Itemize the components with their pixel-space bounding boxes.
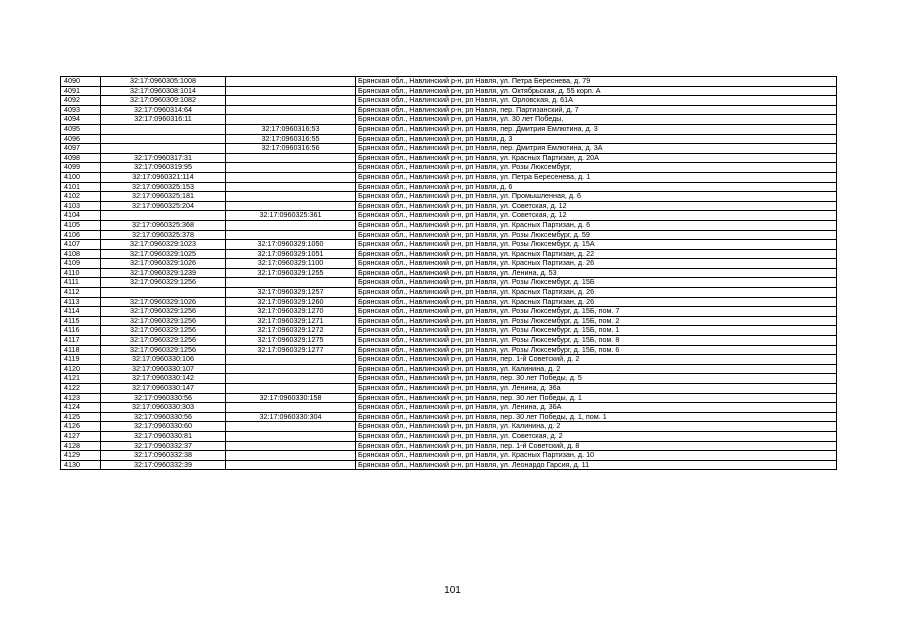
row-number-cell: 4118 bbox=[61, 345, 101, 355]
linked-cadastral-number-cell bbox=[226, 230, 356, 240]
linked-cadastral-number-cell: 32:17:0960316:55 bbox=[226, 134, 356, 144]
row-number-cell: 4100 bbox=[61, 172, 101, 182]
linked-cadastral-number-cell: 32:17:0960329:1051 bbox=[226, 249, 356, 259]
cadastral-number-cell: 32:17:0960329:1256 bbox=[101, 316, 226, 326]
row-number-cell: 4106 bbox=[61, 230, 101, 240]
table-row bbox=[61, 153, 837, 163]
linked-cadastral-number-cell bbox=[226, 96, 356, 106]
row-number-cell: 4099 bbox=[61, 163, 101, 173]
address-cell: Брянская обл., Навлинский р-н, рп Навля, ул. Советская, д. 2 bbox=[356, 431, 837, 441]
address-cell: Брянская обл., Навлинский р-н, рп Навля, ул. Красных Партизан, д. 26 bbox=[356, 297, 837, 307]
linked-cadastral-number-cell bbox=[226, 431, 356, 441]
row-number-cell: 4119 bbox=[61, 355, 101, 365]
table-row bbox=[61, 288, 837, 298]
cadastral-number-cell: 32:17:0960329:1025 bbox=[101, 249, 226, 259]
cadastral-number-cell: 32:17:0960325:153 bbox=[101, 182, 226, 192]
table-row bbox=[61, 393, 837, 403]
row-number-cell: 4116 bbox=[61, 326, 101, 336]
linked-cadastral-number-cell bbox=[226, 182, 356, 192]
linked-cadastral-number-cell bbox=[226, 172, 356, 182]
table-row bbox=[61, 422, 837, 432]
cadastral-number-cell: 32:17:0960329:1256 bbox=[101, 278, 226, 288]
linked-cadastral-number-cell bbox=[226, 201, 356, 211]
row-number-cell: 4111 bbox=[61, 278, 101, 288]
row-number-cell: 4101 bbox=[61, 182, 101, 192]
row-number-cell: 4128 bbox=[61, 441, 101, 451]
cadastral-number-cell: 32:17:0960329:1026 bbox=[101, 297, 226, 307]
row-number-cell: 4124 bbox=[61, 403, 101, 413]
address-cell: Брянская обл., Навлинский р-н, рп Навля, ул. Петра Бересенева, д. 1 bbox=[356, 172, 837, 182]
row-number-cell: 4123 bbox=[61, 393, 101, 403]
row-number-cell: 4109 bbox=[61, 259, 101, 269]
row-number-cell: 4091 bbox=[61, 86, 101, 96]
table-row bbox=[61, 105, 837, 115]
row-number-cell: 4107 bbox=[61, 240, 101, 250]
address-cell: Брянская обл., Навлинский р-н, рп Навля, ул. Леонардо Гарсия, д. 11 bbox=[356, 460, 837, 470]
address-cell: Брянская обл., Навлинский р-н, рп Навля, ул. Розы Люксембург, д. 15Б, пом. 6 bbox=[356, 345, 837, 355]
address-cell: Брянская обл., Навлинский р-н, рп Навля, пер. Дмитрия Емлютина, д. 3А bbox=[356, 144, 837, 154]
table-row bbox=[61, 316, 837, 326]
table-row bbox=[61, 144, 837, 154]
address-cell: Брянская обл., Навлинский р-н, рп Навля, пер. 30 лет Победы, д. 1 bbox=[356, 393, 837, 403]
cadastral-number-cell: 32:17:0960330:56 bbox=[101, 412, 226, 422]
address-cell: Брянская обл., Навлинский р-н, рп Навля, ул. Ленина, д. 53 bbox=[356, 268, 837, 278]
table-row bbox=[61, 230, 837, 240]
linked-cadastral-number-cell bbox=[226, 460, 356, 470]
address-cell: Брянская обл., Навлинский р-н, рп Навля, пер. 30 лет Победы, д. 5 bbox=[356, 374, 837, 384]
address-cell: Брянская обл., Навлинский р-н, рп Навля, пер. 1-й Советский, д. 8 bbox=[356, 441, 837, 451]
row-number-cell: 4129 bbox=[61, 451, 101, 461]
row-number-cell: 4127 bbox=[61, 431, 101, 441]
table-row bbox=[61, 211, 837, 221]
table-row bbox=[61, 192, 837, 202]
linked-cadastral-number-cell bbox=[226, 403, 356, 413]
linked-cadastral-number-cell: 32:17:0960329:1277 bbox=[226, 345, 356, 355]
linked-cadastral-number-cell bbox=[226, 115, 356, 125]
cadastral-number-cell bbox=[101, 144, 226, 154]
cadastral-table bbox=[60, 76, 837, 470]
address-cell: Брянская обл., Навлинский р-н, рп Навля, ул. Советская, д. 12 bbox=[356, 211, 837, 221]
cadastral-number-cell: 32:17:0960330:56 bbox=[101, 393, 226, 403]
linked-cadastral-number-cell bbox=[226, 192, 356, 202]
row-number-cell: 4120 bbox=[61, 364, 101, 374]
table-body bbox=[61, 77, 837, 470]
cadastral-number-cell: 32:17:0960305:1008 bbox=[101, 77, 226, 87]
cadastral-number-cell: 32:17:0960329:1256 bbox=[101, 345, 226, 355]
cadastral-number-cell: 32:17:0960319:95 bbox=[101, 163, 226, 173]
linked-cadastral-number-cell: 32:17:0960316:53 bbox=[226, 124, 356, 134]
cadastral-number-cell: 32:17:0960330:107 bbox=[101, 364, 226, 374]
cadastral-number-cell: 32:17:0960321:114 bbox=[101, 172, 226, 182]
address-cell: Брянская обл., Навлинский р-н, рп Навля, ул. Красных Партизан, д. 26 bbox=[356, 259, 837, 269]
address-cell: Брянская обл., Навлинский р-н, рп Навля, пер. 1-й Советский, д. 2 bbox=[356, 355, 837, 365]
linked-cadastral-number-cell: 32:17:0960325:361 bbox=[226, 211, 356, 221]
table-row bbox=[61, 240, 837, 250]
table-row bbox=[61, 431, 837, 441]
linked-cadastral-number-cell bbox=[226, 422, 356, 432]
cadastral-number-cell: 32:17:0960317:31 bbox=[101, 153, 226, 163]
cadastral-number-cell: 32:17:0960329:1026 bbox=[101, 259, 226, 269]
table-row bbox=[61, 307, 837, 317]
table-row bbox=[61, 355, 837, 365]
cadastral-number-cell: 32:17:0960329:1239 bbox=[101, 268, 226, 278]
row-number-cell: 4126 bbox=[61, 422, 101, 432]
linked-cadastral-number-cell bbox=[226, 278, 356, 288]
address-cell: Брянская обл., Навлинский р-н, рп Навля, пер. Дмитрия Емлютина, д. 3 bbox=[356, 124, 837, 134]
table-row bbox=[61, 201, 837, 211]
table-row bbox=[61, 220, 837, 230]
cadastral-number-cell: 32:17:0960332:37 bbox=[101, 441, 226, 451]
table-row bbox=[61, 115, 837, 125]
address-cell: Брянская обл., Навлинский р-н, рп Навля, ул. Розы Люксембург, д. 15Б bbox=[356, 278, 837, 288]
address-cell: Брянская обл., Навлинский р-н, рп Навля, ул. Калинина, д. 2 bbox=[356, 364, 837, 374]
cadastral-number-cell: 32:17:0960314:64 bbox=[101, 105, 226, 115]
row-number-cell: 4114 bbox=[61, 307, 101, 317]
cadastral-number-cell: 32:17:0960325:204 bbox=[101, 201, 226, 211]
table-row bbox=[61, 259, 837, 269]
address-cell: Брянская обл., Навлинский р-н, рп Навля, ул. Розы Люксембург, д. 15Б, пом. 1 bbox=[356, 326, 837, 336]
row-number-cell: 4115 bbox=[61, 316, 101, 326]
row-number-cell: 4122 bbox=[61, 384, 101, 394]
address-cell: Брянская обл., Навлинский р-н, рп Навля, ул. Ленина, д. 36А bbox=[356, 403, 837, 413]
linked-cadastral-number-cell bbox=[226, 364, 356, 374]
cadastral-number-cell: 32:17:0960330:303 bbox=[101, 403, 226, 413]
linked-cadastral-number-cell bbox=[226, 77, 356, 87]
cadastral-number-cell: 32:17:0960316:11 bbox=[101, 115, 226, 125]
row-number-cell: 4108 bbox=[61, 249, 101, 259]
row-number-cell: 4117 bbox=[61, 336, 101, 346]
linked-cadastral-number-cell: 32:17:0960329:1272 bbox=[226, 326, 356, 336]
row-number-cell: 4112 bbox=[61, 288, 101, 298]
cadastral-number-cell: 32:17:0960325:368 bbox=[101, 220, 226, 230]
row-number-cell: 4103 bbox=[61, 201, 101, 211]
table-row bbox=[61, 412, 837, 422]
linked-cadastral-number-cell: 32:17:0960330:158 bbox=[226, 393, 356, 403]
address-cell: Брянская обл., Навлинский р-н, рп Навля, пер. Партизанский, д. 7 bbox=[356, 105, 837, 115]
page-number: 101 bbox=[444, 585, 461, 596]
linked-cadastral-number-cell: 32:17:0960329:1257 bbox=[226, 288, 356, 298]
address-cell: Брянская обл., Навлинский р-н, рп Навля, пер. 30 лет Победы, д. 1, пом. 1 bbox=[356, 412, 837, 422]
address-cell: Брянская обл., Навлинский р-н, рп Навля, ул. Ленина, д. 36а bbox=[356, 384, 837, 394]
table-row bbox=[61, 124, 837, 134]
table-row bbox=[61, 96, 837, 106]
cadastral-number-cell: 32:17:0960329:1023 bbox=[101, 240, 226, 250]
address-cell: Брянская обл., Навлинский р-н, рп Навля, ул. Калинина, д. 2 bbox=[356, 422, 837, 432]
cadastral-number-cell: 32:17:0960330:142 bbox=[101, 374, 226, 384]
address-cell: Брянская обл., Навлинский р-н, рп Навля, ул. Розы Люксембург, д. 15Б, пом. 7 bbox=[356, 307, 837, 317]
address-cell: Брянская обл., Навлинский р-н, рп Навля, ул. Розы Люксембург, д. 15Б, пом. 2 bbox=[356, 316, 837, 326]
table-row bbox=[61, 86, 837, 96]
table-row bbox=[61, 374, 837, 384]
table-row bbox=[61, 460, 837, 470]
cadastral-number-cell bbox=[101, 124, 226, 134]
row-number-cell: 4095 bbox=[61, 124, 101, 134]
table-row bbox=[61, 278, 837, 288]
table-row bbox=[61, 172, 837, 182]
cadastral-number-cell: 32:17:0960332:38 bbox=[101, 451, 226, 461]
linked-cadastral-number-cell bbox=[226, 220, 356, 230]
cadastral-number-cell: 32:17:0960332:39 bbox=[101, 460, 226, 470]
address-cell: Брянская обл., Навлинский р-н, рп Навля, ул. Розы Люксембург, bbox=[356, 163, 837, 173]
row-number-cell: 4092 bbox=[61, 96, 101, 106]
linked-cadastral-number-cell bbox=[226, 441, 356, 451]
table-row bbox=[61, 134, 837, 144]
cadastral-number-cell: 32:17:0960329:1256 bbox=[101, 336, 226, 346]
row-number-cell: 4125 bbox=[61, 412, 101, 422]
cadastral-number-cell: 32:17:0960329:1256 bbox=[101, 326, 226, 336]
cadastral-number-cell bbox=[101, 288, 226, 298]
row-number-cell: 4093 bbox=[61, 105, 101, 115]
cadastral-number-cell: 32:17:0960330:106 bbox=[101, 355, 226, 365]
linked-cadastral-number-cell bbox=[226, 374, 356, 384]
row-number-cell: 4096 bbox=[61, 134, 101, 144]
table-row bbox=[61, 326, 837, 336]
row-number-cell: 4104 bbox=[61, 211, 101, 221]
cadastral-number-cell: 32:17:0960325:378 bbox=[101, 230, 226, 240]
row-number-cell: 4130 bbox=[61, 460, 101, 470]
row-number-cell: 4098 bbox=[61, 153, 101, 163]
cadastral-number-cell: 32:17:0960308:1014 bbox=[101, 86, 226, 96]
address-cell: Брянская обл., Навлинский р-н, рп Навля, д. 6 bbox=[356, 182, 837, 192]
table-row bbox=[61, 163, 837, 173]
linked-cadastral-number-cell: 32:17:0960316:56 bbox=[226, 144, 356, 154]
linked-cadastral-number-cell: 32:17:0960329:1100 bbox=[226, 259, 356, 269]
table-row bbox=[61, 268, 837, 278]
address-cell: Брянская обл., Навлинский р-н, рп Навля, ул. 30 лет Победы, bbox=[356, 115, 837, 125]
linked-cadastral-number-cell bbox=[226, 384, 356, 394]
cadastral-number-cell bbox=[101, 211, 226, 221]
table-row bbox=[61, 403, 837, 413]
address-cell: Брянская обл., Навлинский р-н, рп Навля, ул. Розы Люксембург, д. 15Б, пом. 8 bbox=[356, 336, 837, 346]
cadastral-number-cell: 32:17:0960329:1256 bbox=[101, 307, 226, 317]
address-cell: Брянская обл., Навлинский р-н, рп Навля, ул. Промышленная, д. 6 bbox=[356, 192, 837, 202]
linked-cadastral-number-cell bbox=[226, 355, 356, 365]
linked-cadastral-number-cell: 32:17:0960329:1275 bbox=[226, 336, 356, 346]
address-cell: Брянская обл., Навлинский р-н, рп Навля, ул. Розы Люксембург, д. 15А bbox=[356, 240, 837, 250]
table-row bbox=[61, 441, 837, 451]
table-row bbox=[61, 249, 837, 259]
table-row bbox=[61, 364, 837, 374]
table-row bbox=[61, 297, 837, 307]
address-cell: Брянская обл., Навлинский р-н, рп Навля, ул. Петра Береснева, д. 79 bbox=[356, 77, 837, 87]
row-number-cell: 4094 bbox=[61, 115, 101, 125]
row-number-cell: 4102 bbox=[61, 192, 101, 202]
cadastral-number-cell: 32:17:0960330:60 bbox=[101, 422, 226, 432]
row-number-cell: 4105 bbox=[61, 220, 101, 230]
table-row bbox=[61, 345, 837, 355]
table-row bbox=[61, 451, 837, 461]
linked-cadastral-number-cell: 32:17:0960329:1260 bbox=[226, 297, 356, 307]
table-row bbox=[61, 336, 837, 346]
table-row bbox=[61, 77, 837, 87]
cadastral-number-cell: 32:17:0960309:1082 bbox=[101, 96, 226, 106]
linked-cadastral-number-cell: 32:17:0960329:1050 bbox=[226, 240, 356, 250]
address-cell: Брянская обл., Навлинский р-н, рп Навля, ул. Красных Партизан, д. 10 bbox=[356, 451, 837, 461]
row-number-cell: 4113 bbox=[61, 297, 101, 307]
linked-cadastral-number-cell bbox=[226, 86, 356, 96]
row-number-cell: 4090 bbox=[61, 77, 101, 87]
address-cell: Брянская обл., Навлинский р-н, рп Навля, ул. Красных Партизан, д. 26 bbox=[356, 288, 837, 298]
table-row bbox=[61, 182, 837, 192]
cadastral-number-cell: 32:17:0960330:147 bbox=[101, 384, 226, 394]
linked-cadastral-number-cell: 32:17:0960329:1255 bbox=[226, 268, 356, 278]
address-cell: Брянская обл., Навлинский р-н, рп Навля, ул. Октябрьская, д. 55 корп. А bbox=[356, 86, 837, 96]
address-cell: Брянская обл., Навлинский р-н, рп Навля, ул. Красных Партизан, д. 22 bbox=[356, 249, 837, 259]
address-cell: Брянская обл., Навлинский р-н, рп Навля, ул. Советская, д. 12 bbox=[356, 201, 837, 211]
address-cell: Брянская обл., Навлинский р-н, рп Навля, ул. Орловская, д. 61А bbox=[356, 96, 837, 106]
linked-cadastral-number-cell: 32:17:0960329:1271 bbox=[226, 316, 356, 326]
cadastral-number-cell: 32:17:0960325:181 bbox=[101, 192, 226, 202]
cadastral-number-cell: 32:17:0960330:81 bbox=[101, 431, 226, 441]
address-cell: Брянская обл., Навлинский р-н, рп Навля, ул. Красных Партизан, д. 20А bbox=[356, 153, 837, 163]
address-cell: Брянская обл., Навлинский р-н, рп Навля, ул. Красных Партизан, д. 6 bbox=[356, 220, 837, 230]
cadastral-number-cell bbox=[101, 134, 226, 144]
linked-cadastral-number-cell bbox=[226, 451, 356, 461]
row-number-cell: 4121 bbox=[61, 374, 101, 384]
row-number-cell: 4110 bbox=[61, 268, 101, 278]
linked-cadastral-number-cell bbox=[226, 153, 356, 163]
address-cell: Брянская обл., Навлинский р-н, рп Навля, д. 3 bbox=[356, 134, 837, 144]
linked-cadastral-number-cell bbox=[226, 105, 356, 115]
linked-cadastral-number-cell bbox=[226, 163, 356, 173]
address-cell: Брянская обл., Навлинский р-н, рп Навля, ул. Розы Люксембург, д. 59 bbox=[356, 230, 837, 240]
table-row bbox=[61, 384, 837, 394]
linked-cadastral-number-cell: 32:17:0960329:1270 bbox=[226, 307, 356, 317]
row-number-cell: 4097 bbox=[61, 144, 101, 154]
linked-cadastral-number-cell: 32:17:0960330:304 bbox=[226, 412, 356, 422]
